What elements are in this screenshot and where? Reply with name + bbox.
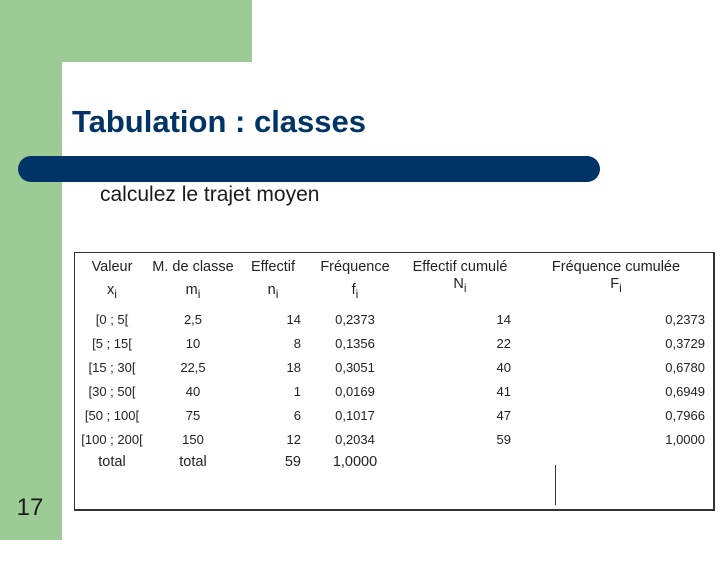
header-milieu-classe bbox=[149, 253, 237, 307]
table-cell: 0,3051 bbox=[335, 359, 375, 375]
slide-number: 17 bbox=[16, 494, 44, 521]
header-label: Fréquence cumulée bbox=[551, 259, 681, 275]
table-cell: 0,0169 bbox=[335, 383, 375, 399]
table-cell: 0,2373 bbox=[665, 311, 705, 327]
symbol-subscript: i bbox=[619, 280, 622, 295]
total-cell: total bbox=[179, 454, 207, 470]
table-cell: 0,7966 bbox=[665, 407, 705, 423]
symbol-subscript: i bbox=[355, 286, 359, 301]
symbol-letter: m bbox=[185, 281, 198, 298]
slide-subtitle: calculez le trajet moyen bbox=[100, 183, 320, 206]
table-divider bbox=[555, 465, 556, 505]
table-cell: 14 bbox=[286, 311, 301, 327]
symbol-letter: f bbox=[351, 281, 356, 298]
table-cell: 47 bbox=[496, 407, 511, 423]
header-valeur bbox=[75, 253, 149, 307]
empty-cell bbox=[401, 451, 519, 509]
decor-green-left bbox=[0, 0, 62, 540]
table-cell: 22,5 bbox=[180, 359, 206, 375]
header-symbol bbox=[186, 283, 201, 300]
table-cell: 6 bbox=[293, 407, 301, 423]
table-cell: [30 ; 50[ bbox=[88, 383, 136, 399]
header-label: Effectif cumulé bbox=[412, 259, 508, 275]
symbol-letter: x bbox=[107, 281, 115, 298]
header-label: Effectif bbox=[250, 259, 296, 275]
table-cell: [15 ; 30[ bbox=[88, 359, 136, 375]
table-cell: 0,1017 bbox=[335, 407, 375, 423]
table-cell: [100 ; 200[ bbox=[81, 431, 143, 447]
table-cell: 75 bbox=[185, 407, 201, 423]
table-cell: 8 bbox=[293, 335, 301, 351]
header-symbol bbox=[268, 283, 279, 300]
symbol-subscript: i bbox=[275, 286, 279, 301]
table-cell: 1 bbox=[293, 383, 301, 399]
table-cell: 0,6949 bbox=[665, 383, 705, 399]
frequency-table bbox=[74, 252, 715, 511]
table-cell: 14 bbox=[496, 311, 511, 327]
total-cell: 59 bbox=[284, 454, 301, 470]
header-symbol bbox=[107, 283, 117, 300]
empty-cell bbox=[519, 451, 713, 509]
header-symbol bbox=[610, 277, 622, 294]
table-cell: 2,5 bbox=[183, 311, 203, 327]
table-cell: 40 bbox=[185, 383, 201, 399]
table-cell: 0,3729 bbox=[665, 335, 705, 351]
title-underline-bar bbox=[18, 156, 600, 182]
table-grid bbox=[75, 253, 713, 509]
table-cell: 0,2034 bbox=[335, 431, 375, 447]
header-label: M. de classe bbox=[152, 259, 234, 275]
slide-title: Tabulation : classes bbox=[72, 104, 367, 139]
header-symbol bbox=[352, 283, 359, 300]
table-cell: [5 ; 15[ bbox=[92, 335, 132, 351]
header-symbol bbox=[453, 277, 466, 294]
table-cell: 59 bbox=[496, 431, 511, 447]
header-frequence bbox=[309, 253, 401, 307]
table-cell: 40 bbox=[496, 359, 511, 375]
symbol-letter: F bbox=[610, 275, 620, 292]
header-label: Valeur bbox=[91, 259, 133, 275]
table-cell: 0,6780 bbox=[665, 359, 705, 375]
symbol-letter: n bbox=[267, 281, 276, 298]
table-cell: 18 bbox=[286, 359, 301, 375]
table-cell: 12 bbox=[286, 431, 301, 447]
table-cell: 10 bbox=[185, 335, 201, 351]
symbol-subscript: i bbox=[463, 280, 467, 295]
table-cell: 0,1356 bbox=[335, 335, 375, 351]
total-cell: 1,0000 bbox=[332, 454, 378, 470]
total-cell: total bbox=[98, 454, 126, 470]
symbol-subscript: i bbox=[114, 286, 117, 301]
table-cell: [0 ; 5[ bbox=[95, 311, 129, 327]
table-cell: [50 ; 100[ bbox=[84, 407, 140, 423]
table-cell: 1,0000 bbox=[665, 431, 705, 447]
symbol-letter: N bbox=[453, 275, 464, 292]
table-cell: 150 bbox=[182, 431, 204, 447]
table-cell: 22 bbox=[496, 335, 511, 351]
header-effectif bbox=[237, 253, 309, 307]
table-cell: 41 bbox=[496, 383, 511, 399]
header-label: Fréquence bbox=[320, 259, 390, 275]
table-cell: 0,2373 bbox=[335, 311, 375, 327]
header-effectif-cumule bbox=[401, 253, 519, 307]
header-frequence-cumulee bbox=[519, 253, 713, 307]
symbol-subscript: i bbox=[197, 286, 201, 301]
